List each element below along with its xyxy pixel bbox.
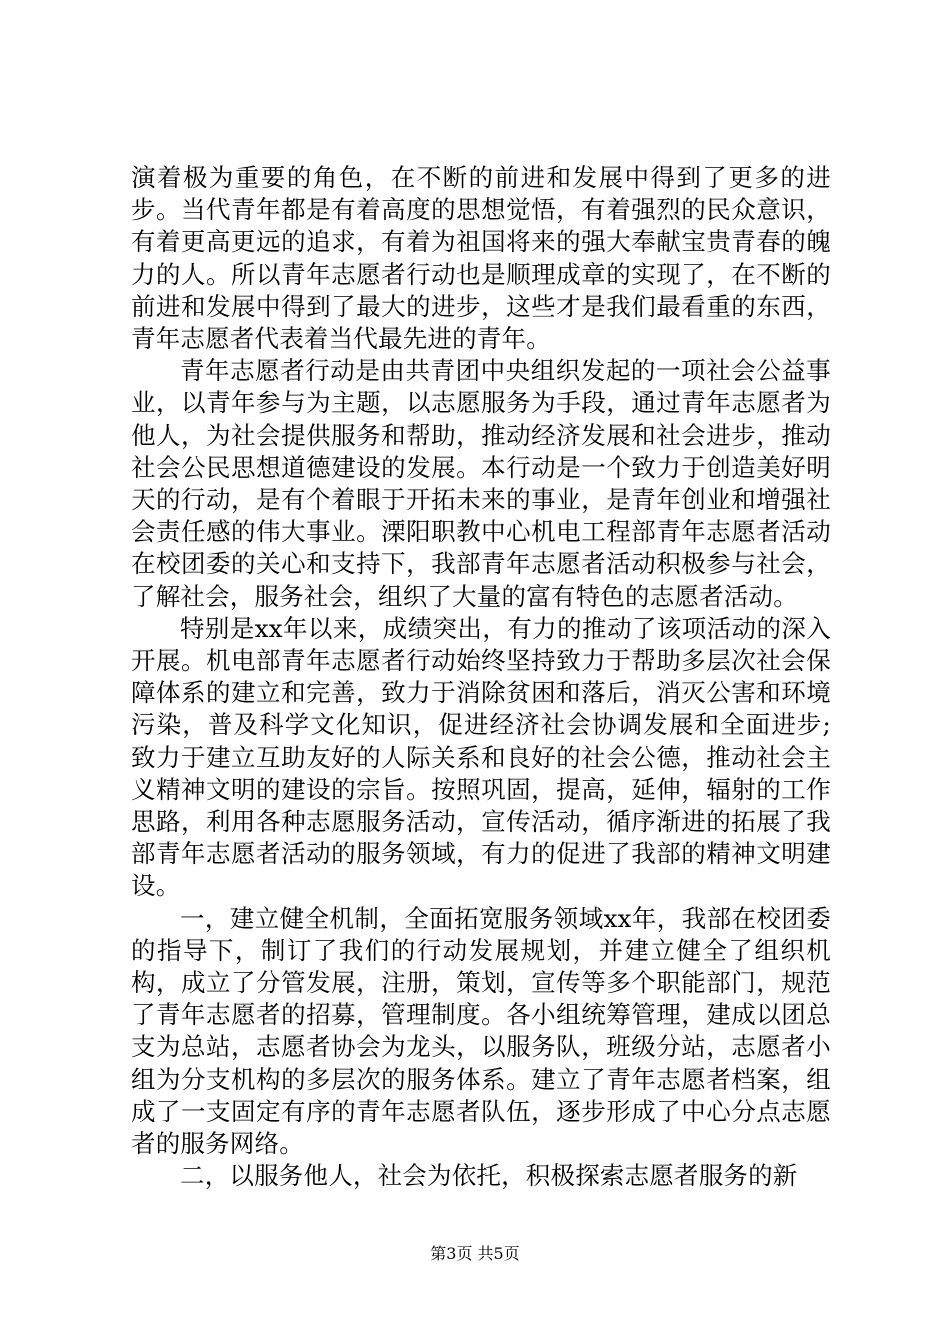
paragraph-4: 一，建立健全机制，全面拓宽服务领域xx年，我部在校团委的指导下，制订了我们的行动发展规划，并建立健全了组织机构，成立了分管发展，注册，策划，宣传等多个职能部门，规范了青年志愿者的招募，管理制度。各小组统筹管理，建成以团总支为总站，志愿者协会为龙头，以服务队，班级分站，志愿者小组为分支机构的多层次的服务体系。建立了青年志愿者档案，组成了一支固定有序的青年志愿者队伍，逐步形成了中心分点志愿者的服务网络。 [131, 903, 831, 1159]
paragraph-3: 特别是xx年以来，成绩突出，有力的推动了该项活动的深入开展。机电部青年志愿者行动始终坚持致力于帮助多层次社会保障体系的建立和完善，致力于消除贫困和落后，消灭公害和环境污染，普及科学文化知识，促进经济社会协调发展和全面进步;致力于建立互助友好的人际关系和良好的社会公德，推动社会主义精神文明的建设的宗旨。按照巩固，提高，延伸，辐射的工作思路，利用各种志愿服务活动，宣传活动，循序渐进的拓展了我部青年志愿者活动的服务领域，有力的促进了我部的精神文明建设。 [131, 613, 831, 901]
document-body [131, 162, 831, 1193]
paragraph-2: 青年志愿者行动是由共青团中央组织发起的一项社会公益事业，以青年参与为主题，以志愿服务为手段，通过青年志愿者为他人，为社会提供服务和帮助，推动经济发展和社会进步，推动社会公民思想道德建设的发展。本行动是一个致力于创造美好明天的行动，是有个着眼于开拓未来的事业，是青年创业和增强社会责任感的伟大事业。溧阳职教中心机电工程部青年志愿者活动在校团委的关心和支持下，我部青年志愿者活动积极参与社会，了解社会，服务社会，组织了大量的富有特色的志愿者活动。 [131, 356, 831, 611]
paragraph-1: 演着极为重要的角色，在不断的前进和发展中得到了更多的进步。当代青年都是有着高度的思想觉悟，有着强烈的民众意识，有着更高更远的追求，有着为祖国将来的强大奉献宝贵青春的魄力的人。所以青年志愿者行动也是顺理成章的实现了，在不断的前进和发展中得到了最大的进步，这些才是我们最看重的东西，青年志愿者代表着当代最先进的青年。 [131, 163, 831, 354]
page-number-footer: 第3页 共5页 [430, 1244, 520, 1263]
paragraph-5: 二，以服务他人，社会为依托，积极探索志愿者服务的新 [180, 1161, 798, 1191]
